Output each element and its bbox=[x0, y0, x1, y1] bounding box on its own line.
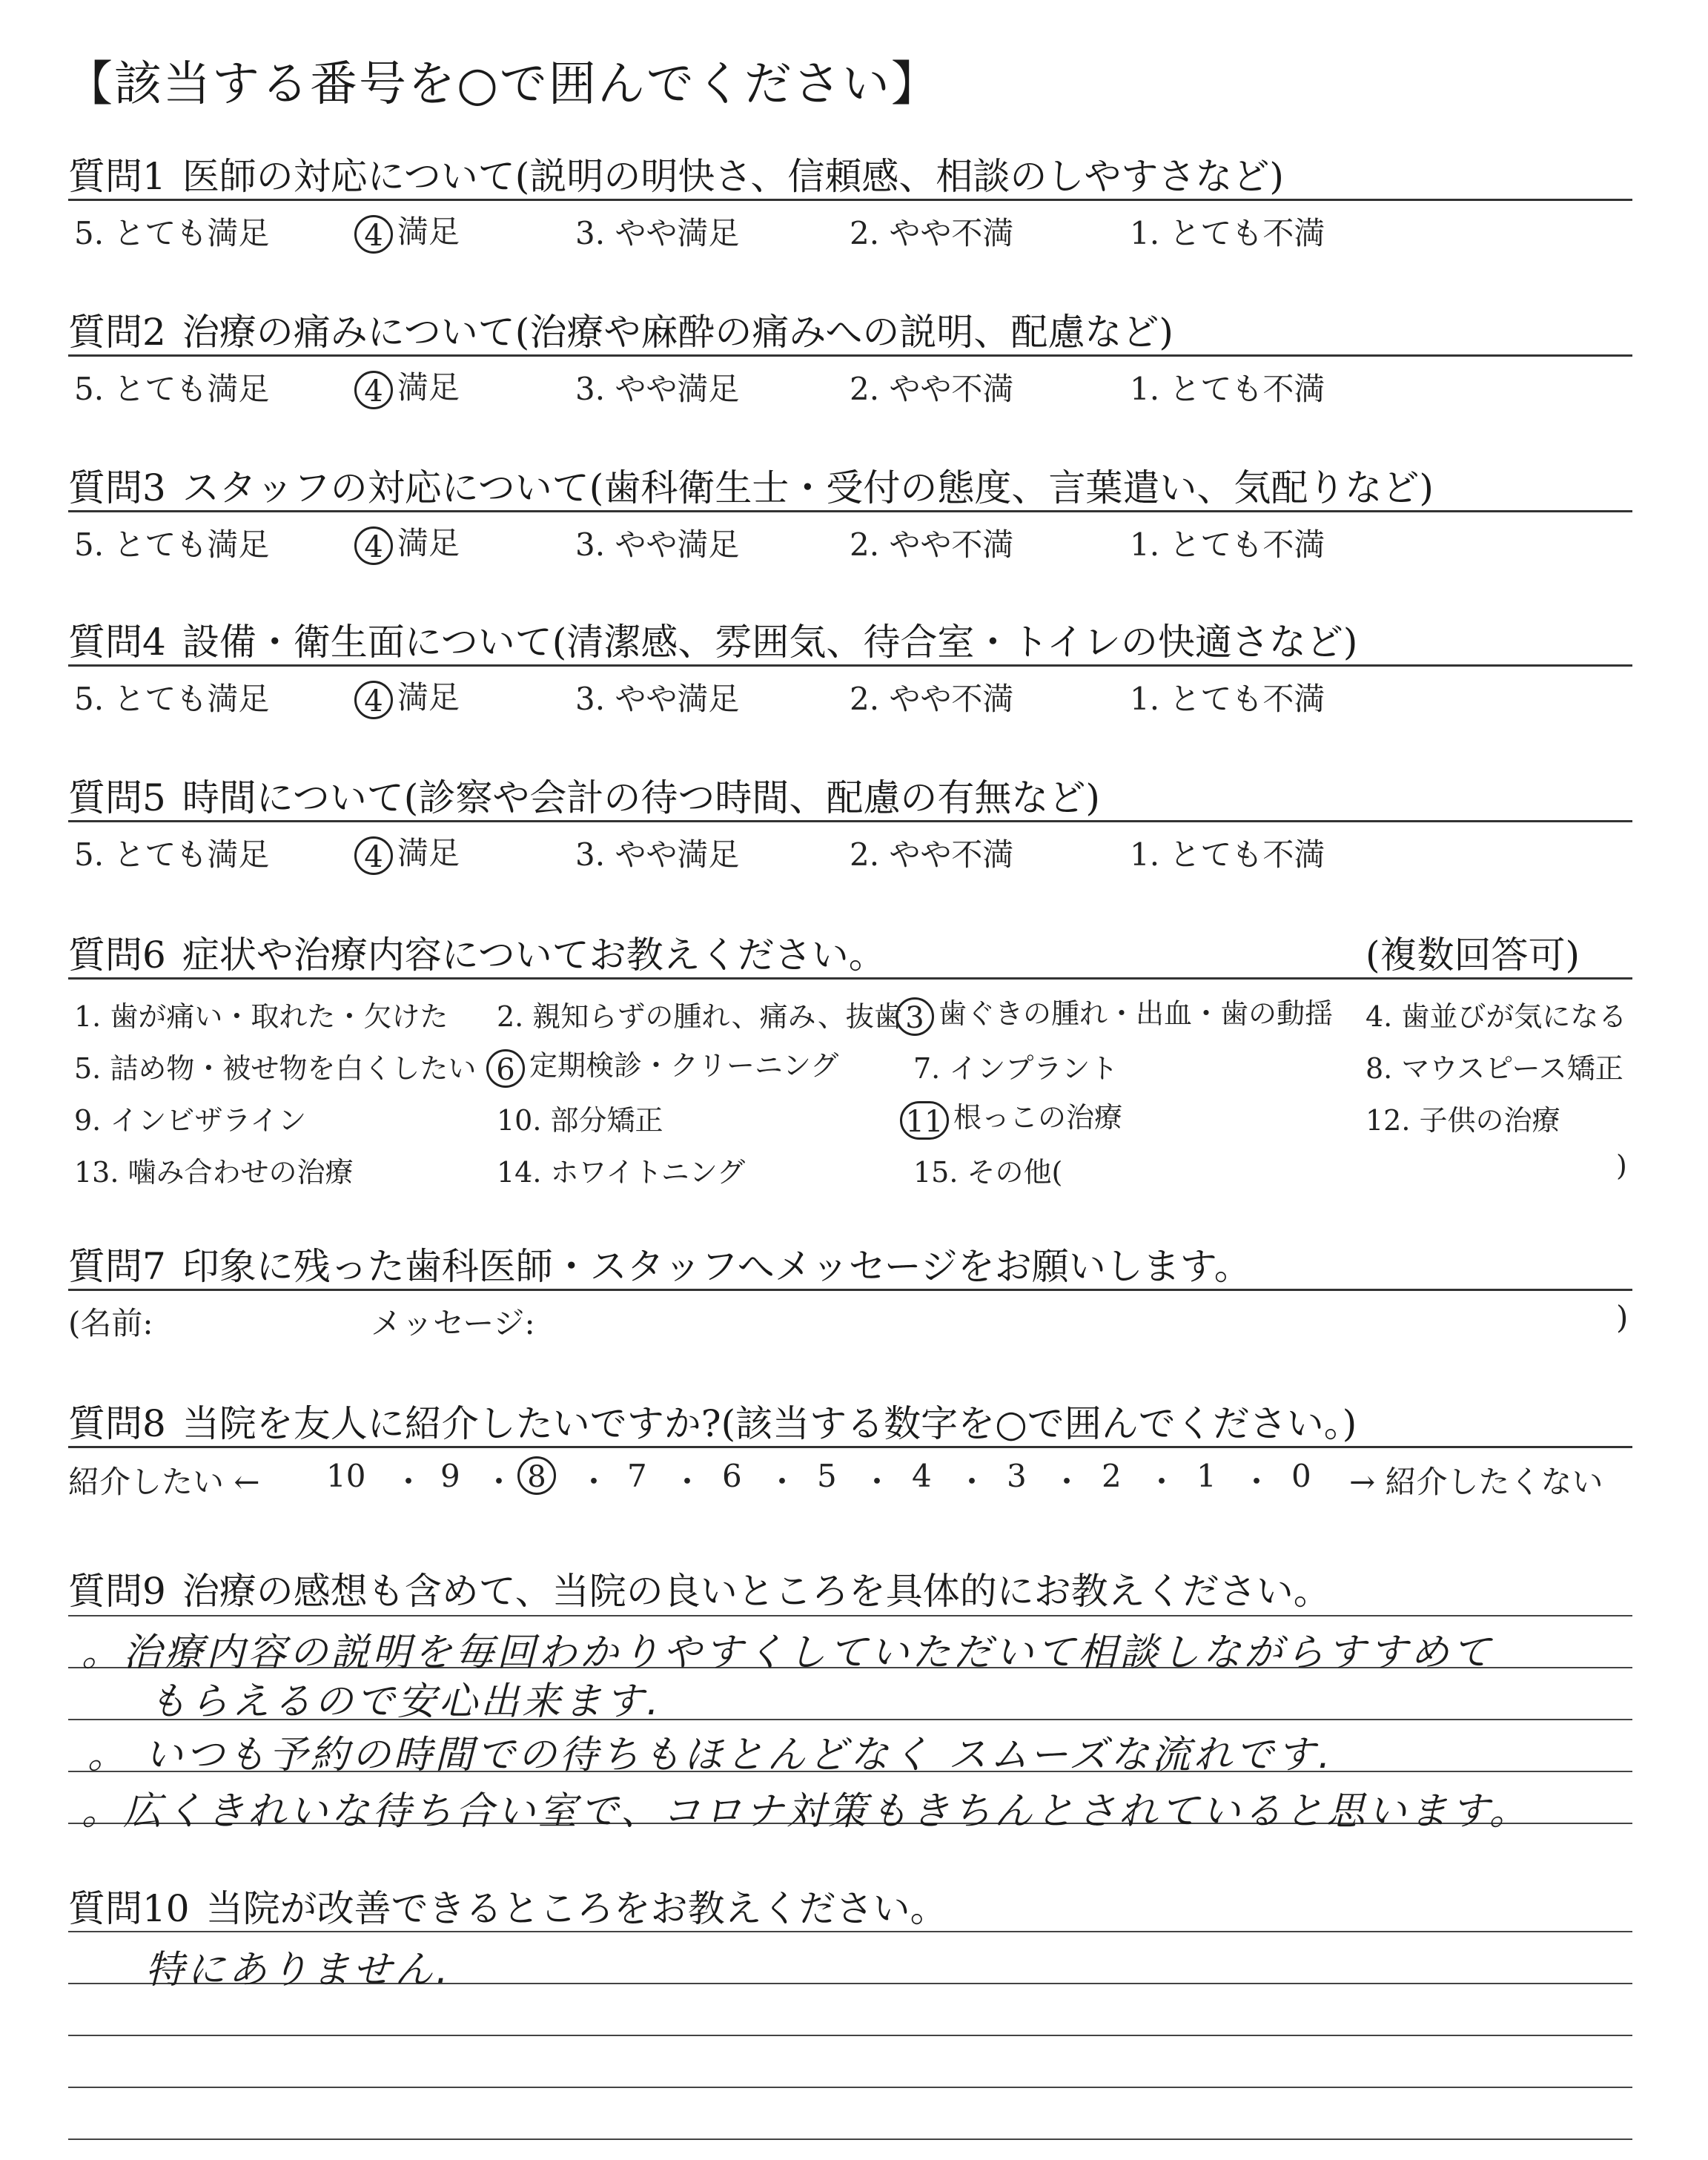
question-7-title bbox=[68, 1237, 1251, 1290]
answer-line bbox=[68, 1931, 1632, 1932]
scale-1[interactable]: 1 bbox=[1196, 1458, 1217, 1494]
question-4-title bbox=[68, 612, 1357, 666]
handwritten-answer-line-3: 。 いつも予約の時間での待ちもほとんどなく スムーズな流れです. bbox=[87, 1733, 1334, 1777]
question-2-title bbox=[68, 303, 1174, 356]
option-5[interactable]: 5. とても満足 bbox=[74, 836, 270, 873]
option-2[interactable]: 2. やや不満 bbox=[850, 526, 1014, 563]
scale-dot: ・ bbox=[1241, 1464, 1273, 1500]
scale-9[interactable]: 9 bbox=[440, 1458, 460, 1494]
selection-circle: 6 bbox=[486, 1049, 525, 1088]
scale-0[interactable]: 0 bbox=[1291, 1458, 1311, 1494]
question-9-title bbox=[68, 1562, 1331, 1615]
question-2-text: 治療の痛みについて(治療や麻酔の痛みへの説明、配慮など) bbox=[182, 311, 1174, 354]
option-1[interactable]: 1. とても不満 bbox=[1130, 371, 1325, 407]
symptom-option-10[interactable]: 10. 部分矯正 bbox=[497, 1104, 663, 1137]
question-10-text: 当院が改善できるところをお教えください。 bbox=[205, 1887, 947, 1930]
question-8-text: 当院を友人に紹介したいですか?(該当する数字を○で囲んでください。) bbox=[182, 1402, 1357, 1445]
option-1[interactable]: 1. とても不満 bbox=[1130, 836, 1325, 873]
scale-dot: ・ bbox=[672, 1464, 704, 1500]
question-7-rule bbox=[68, 1289, 1632, 1291]
selection-circle: 4 bbox=[354, 681, 393, 719]
selection-circle: 8 bbox=[517, 1456, 556, 1495]
question-5-rule bbox=[68, 820, 1632, 822]
question-6-note: (複数回答可) bbox=[1366, 934, 1580, 977]
question-7-number: 質問7 bbox=[68, 1245, 166, 1288]
question-6-title bbox=[68, 925, 886, 979]
question-5-title bbox=[68, 768, 1100, 822]
symptom-option-6-circled[interactable]: 6 定期検診・クリーニング bbox=[486, 1043, 838, 1088]
handwritten-answer-line-2: もらえるので安心出来ます. bbox=[148, 1680, 662, 1724]
scale-4[interactable]: 4 bbox=[912, 1458, 932, 1494]
answer-line bbox=[68, 2087, 1632, 2088]
scale-dot: ・ bbox=[1051, 1464, 1083, 1500]
question-3-text: スタッフの対応について(歯科衛生士・受付の態度、言葉遣い、気配りなど) bbox=[182, 466, 1434, 509]
scale-10[interactable]: 10 bbox=[326, 1458, 366, 1494]
selection-circle: 3 bbox=[896, 997, 934, 1036]
scale-2[interactable]: 2 bbox=[1102, 1458, 1122, 1494]
handwritten-improvement-answer: 特にありません. bbox=[145, 1948, 451, 1992]
option-2[interactable]: 2. やや不満 bbox=[850, 215, 1014, 251]
question-3-title bbox=[68, 458, 1434, 512]
scale-dot: ・ bbox=[393, 1464, 425, 1500]
scale-dot: ・ bbox=[578, 1464, 610, 1500]
symptom-option-13[interactable]: 13. 噛み合わせの治療 bbox=[74, 1156, 354, 1189]
symptom-option-11-circled[interactable]: 11 根っこの治療 bbox=[900, 1094, 1122, 1140]
option-4-circled[interactable]: 4 満足 bbox=[354, 208, 460, 254]
option-2[interactable]: 2. やや不満 bbox=[850, 836, 1014, 873]
question-4-text: 設備・衛生面について(清潔感、雰囲気、待合室・トイレの快適さなど) bbox=[182, 621, 1358, 664]
symptom-option-1[interactable]: 1. 歯が痛い・取れた・欠けた bbox=[74, 1000, 448, 1033]
symptom-option-8[interactable]: 8. マウスピース矯正 bbox=[1366, 1052, 1623, 1085]
option-1[interactable]: 1. とても不満 bbox=[1130, 526, 1325, 563]
scale-dot: ・ bbox=[956, 1464, 988, 1500]
question-1-title bbox=[68, 147, 1284, 200]
question-4-number: 質問4 bbox=[68, 621, 166, 664]
option-5[interactable]: 5. とても満足 bbox=[74, 371, 270, 407]
option-3[interactable]: 3. やや満足 bbox=[575, 526, 740, 563]
question-4-rule bbox=[68, 664, 1632, 667]
option-2[interactable]: 2. やや不満 bbox=[850, 681, 1014, 717]
question-1-rule bbox=[68, 199, 1632, 201]
question-6-number: 質問6 bbox=[68, 934, 166, 977]
symptom-option-15[interactable]: 15. その他( bbox=[913, 1156, 1063, 1189]
option-4-circled[interactable]: 4 満足 bbox=[354, 363, 460, 409]
question-5-text: 時間について(診察や会計の待つ時間、配慮の有無など) bbox=[182, 776, 1100, 819]
scale-right-label: → 紹介したくない bbox=[1349, 1464, 1603, 1500]
selection-circle: 4 bbox=[354, 526, 393, 565]
symptom-option-3-circled[interactable]: 3 歯ぐきの腫れ・出血・歯の動揺 bbox=[896, 991, 1333, 1036]
question-2-rule bbox=[68, 354, 1632, 357]
option-1[interactable]: 1. とても不満 bbox=[1130, 215, 1325, 251]
option-3[interactable]: 3. やや満足 bbox=[575, 681, 740, 717]
scale-6[interactable]: 6 bbox=[722, 1458, 742, 1494]
selection-circle: 11 bbox=[900, 1101, 949, 1140]
message-close-paren: ) bbox=[1616, 1299, 1629, 1335]
option-5[interactable]: 5. とても満足 bbox=[74, 526, 270, 563]
question-1-text: 医師の対応について(説明の明快さ、信頼感、相談のしやすさなど) bbox=[182, 155, 1284, 198]
scale-3[interactable]: 3 bbox=[1007, 1458, 1027, 1494]
question-3-number: 質問3 bbox=[68, 466, 166, 509]
option-4-circled[interactable]: 4 満足 bbox=[354, 829, 460, 875]
question-9-number: 質問9 bbox=[68, 1570, 166, 1613]
scale-left-label: 紹介したい ← bbox=[68, 1464, 260, 1500]
option-5[interactable]: 5. とても満足 bbox=[74, 215, 270, 251]
scale-dot: ・ bbox=[767, 1464, 798, 1500]
option-3[interactable]: 3. やや満足 bbox=[575, 371, 740, 407]
name-label: (名前: bbox=[68, 1305, 153, 1341]
answer-line bbox=[68, 2035, 1632, 2036]
scale-7[interactable]: 7 bbox=[627, 1458, 647, 1494]
selection-circle: 4 bbox=[354, 836, 393, 875]
option-3[interactable]: 3. やや満足 bbox=[575, 215, 740, 251]
message-label: メッセージ: bbox=[371, 1305, 535, 1341]
option-4-circled[interactable]: 4 満足 bbox=[354, 673, 460, 719]
page-title: 【該当する番号を○で囲んでください】 bbox=[65, 57, 940, 112]
selection-circle: 4 bbox=[354, 215, 393, 254]
scale-dot: ・ bbox=[1146, 1464, 1178, 1500]
answer-line bbox=[68, 1615, 1632, 1616]
handwritten-answer-line-1: 。治療内容の説明を毎回わかりやすくしていただいて相談しながらすすめて bbox=[82, 1631, 1494, 1675]
other-close-paren: ) bbox=[1616, 1149, 1627, 1182]
symptom-option-4[interactable]: 4. 歯並びが気になる bbox=[1366, 1000, 1627, 1033]
question-10-title bbox=[68, 1879, 947, 1932]
option-4-circled[interactable]: 4 満足 bbox=[354, 519, 460, 565]
question-3-rule bbox=[68, 510, 1632, 512]
question-8-rule bbox=[68, 1446, 1632, 1448]
question-2-number: 質問2 bbox=[68, 311, 166, 354]
option-5[interactable]: 5. とても満足 bbox=[74, 681, 270, 717]
answer-line bbox=[68, 2138, 1632, 2140]
symptom-option-7[interactable]: 7. インプラント bbox=[913, 1052, 1119, 1085]
question-10-number: 質問10 bbox=[68, 1887, 190, 1930]
symptom-option-5[interactable]: 5. 詰め物・被せ物を白くしたい bbox=[74, 1052, 477, 1085]
question-6-text: 症状や治療内容についてお教えください。 bbox=[182, 934, 886, 977]
selection-circle: 4 bbox=[354, 371, 393, 409]
question-8-title bbox=[68, 1394, 1357, 1447]
question-1-number: 質問1 bbox=[68, 155, 166, 198]
scale-dot: ・ bbox=[861, 1464, 893, 1500]
question-5-number: 質問5 bbox=[68, 776, 166, 819]
option-2[interactable]: 2. やや不満 bbox=[850, 371, 1014, 407]
symptom-option-14[interactable]: 14. ホワイトニング bbox=[497, 1156, 746, 1189]
scale-dot: ・ bbox=[483, 1464, 515, 1500]
question-8-number: 質問8 bbox=[68, 1402, 166, 1445]
question-7-text: 印象に残った歯科医師・スタッフへメッセージをお願いします。 bbox=[182, 1245, 1251, 1288]
question-6-rule bbox=[68, 977, 1632, 980]
question-9-text: 治療の感想も含めて、当院の良いところを具体的にお教えください。 bbox=[182, 1570, 1331, 1613]
scale-8-circled[interactable] bbox=[517, 1455, 560, 1495]
option-3[interactable]: 3. やや満足 bbox=[575, 836, 740, 873]
symptom-option-9[interactable]: 9. インビザライン bbox=[74, 1104, 307, 1137]
symptom-option-2[interactable]: 2. 親知らずの腫れ、痛み、抜歯 bbox=[497, 1000, 902, 1033]
symptom-option-12[interactable]: 12. 子供の治療 bbox=[1366, 1104, 1560, 1137]
scale-5[interactable]: 5 bbox=[817, 1458, 837, 1494]
handwritten-answer-line-4: 。広くきれいな待ち合い室で、コロナ対策もきちんとされていると思います。 bbox=[82, 1789, 1531, 1834]
option-1[interactable]: 1. とても不満 bbox=[1130, 681, 1325, 717]
